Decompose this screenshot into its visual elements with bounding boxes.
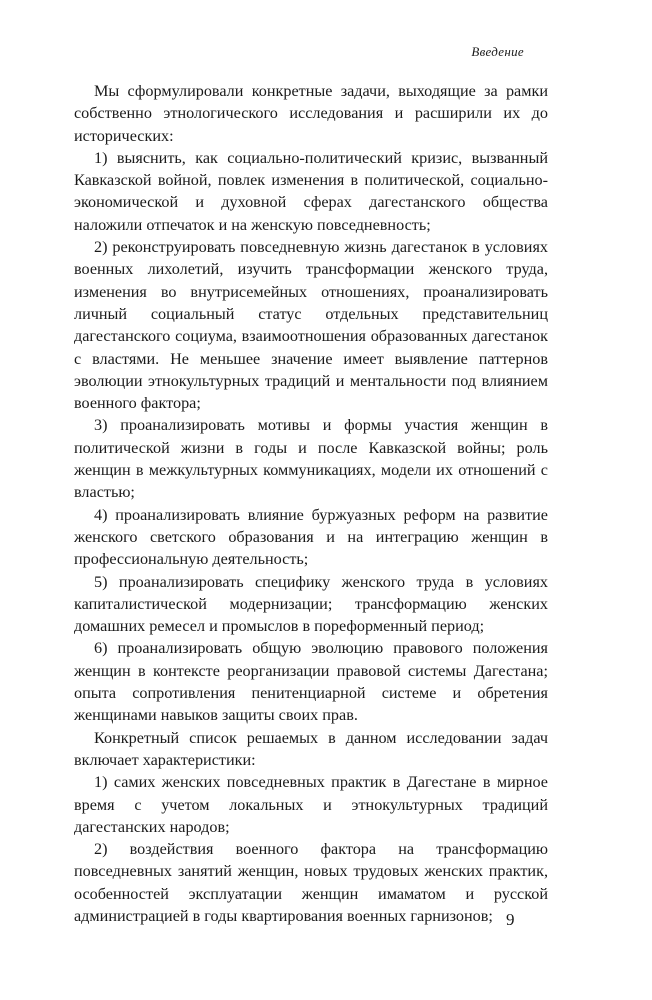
paragraph-task-4: 4) проанализировать влияние буржуазных реформ на развитие женского светского образования и на интеграцию женщин в профессиональную деятельность; [74, 505, 548, 569]
paragraph-task-1: 1) выяснить, как социально-политический кризис, вызванный Кавказской войной, повлек изменения в политической, социально-экономической и духовной сферах дагестанского общества наложили отпечаток и на женскую повседневность; [74, 148, 548, 234]
paragraph-task-6: 6) проанализировать общую эволюцию правового положения женщин в контексте реорганизации правовой системы Дагестана; опыта сопротивления пенитенциарной системе и обретения женщинами навыков защиты своих прав. [74, 639, 548, 725]
paragraph-list-intro: Конкретный список решаемых в данном исследовании задач включает характеристики: [74, 728, 548, 769]
paragraph-task-5: 5) проанализировать специфику женского труда в условиях капиталистической модернизации; трансформацию женских домашних ремесел и промыслов в пореформенный период; [74, 572, 548, 636]
paragraph-task-2: 2) реконструировать повседневную жизнь дагестанок в условиях военных лихолетий, изучить трансформации женского труда, изменения во внутрисемейных отношениях, проанализировать личный социальный статус отдельных представительниц дагестанского социума, взаимоотношения образованных дагестанок с властями. Не меньшее значение имеет выявление паттернов эволюции этнокультурных традиций и ментальности под влиянием военного фактора; [74, 238, 548, 413]
paragraph-characteristic-2: 2) воздействия военного фактора на трансформацию повседневных занятий женщин, новых трудовых женских практик, особенностей эксплуатации женщин имаматом и русской администрацией в годы квартирования военных гарнизонов; [74, 840, 548, 925]
paragraph-intro: Мы сформулировали конкретные задачи, выходящие за рамки собственно этнологического исследования и расширили их до исторических: [74, 82, 548, 145]
body-text [74, 80, 548, 927]
paragraph-task-3: 3) проанализировать мотивы и формы участия женщин в политической жизни в годы и после Кавказской войны; роль женщин в межкультурных коммуникациях, модели их отношений с властью; [74, 416, 548, 502]
paragraph-characteristic-1: 1) самих женских повседневных практик в Дагестане в мирное время с учетом локальных и этнокультурных традиций дагестанских народов; [74, 773, 548, 836]
running-header: Введение [471, 44, 524, 59]
page-number: 9 [506, 910, 515, 929]
